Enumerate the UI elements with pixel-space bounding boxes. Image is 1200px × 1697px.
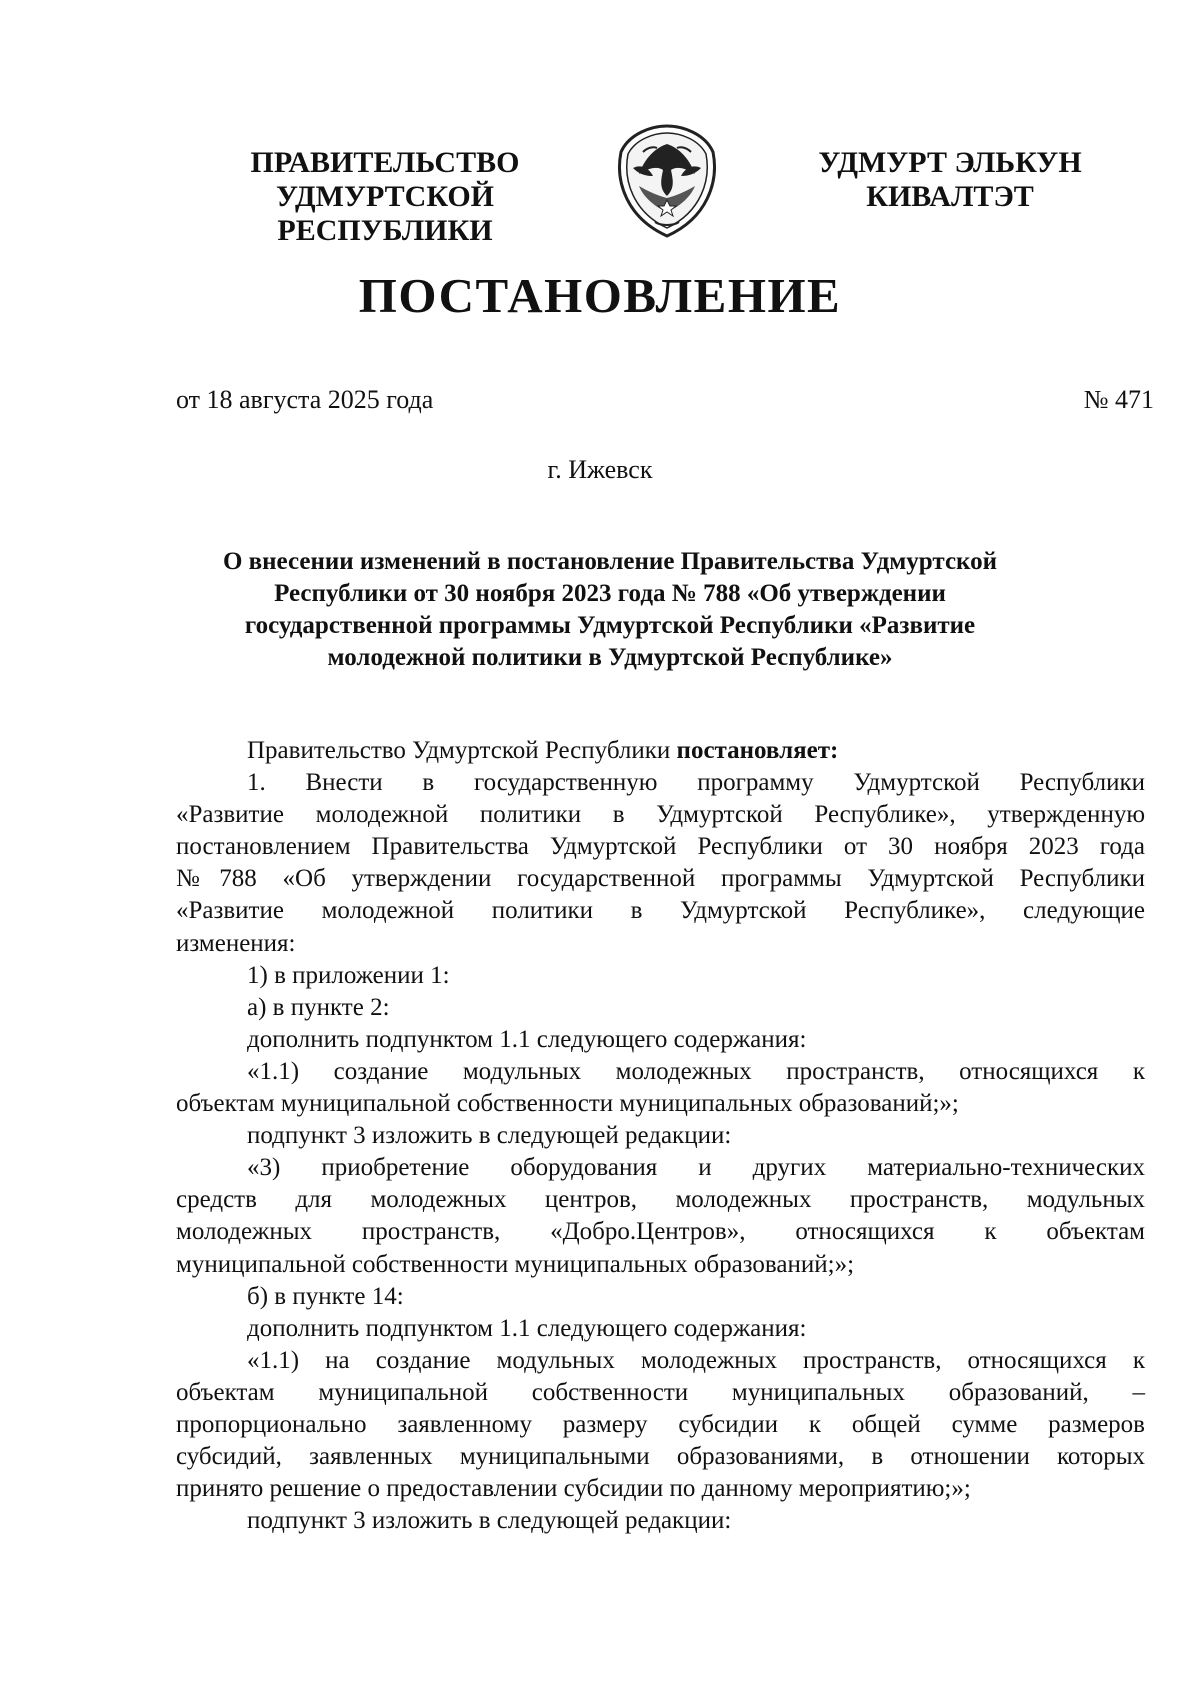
issuer-russian-line2: УДМУРТСКОЙ РЕСПУБЛИКИ — [276, 180, 494, 247]
quote-line: объектам муниципальной собственности муниципальных образований;»; — [176, 1090, 959, 1118]
intro-verb: постановляет: — [676, 737, 839, 764]
subject-line: Республики от 30 ноября 2023 года № 788 «Об утверждении — [274, 580, 946, 607]
quote-line: пропорционально заявленному размеру субсидии к общей сумме размеров — [176, 1410, 1145, 1438]
amendment-add-1-1: дополнить подпунктом 1.1 следующего содержания: — [247, 1025, 807, 1053]
item1-line: №788 «Об утверждении государственной программы Удмуртской Республики — [176, 865, 1145, 893]
quote-line: объектам муниципальной собственности муниципальных образований, – — [176, 1378, 1145, 1406]
amendment-sub3: подпункт 3 изложить в следующей редакции: — [247, 1507, 732, 1535]
subject-line: молодежной политики в Удмуртской Республике» — [327, 644, 893, 671]
amendment-add-1-1: дополнить подпунктом 1.1 следующего содержания: — [247, 1314, 807, 1342]
item1-line: «Развитие молодежной политики в Удмуртской Республике», утвержденную — [176, 801, 1145, 829]
subitem-b: б) в пункте 14: — [247, 1282, 404, 1310]
subject-line: государственной программы Удмуртской Республики «Развитие — [244, 612, 976, 639]
item1-line: «Развитие молодежной политики в Удмуртской Республике», следующие — [176, 897, 1145, 925]
quote-line: субсидий, заявленных муниципальными образованиями, в отношении которых — [176, 1443, 1145, 1471]
document-date: от 18 августа 2025 года — [176, 385, 434, 414]
item1-line: изменения: — [176, 929, 296, 957]
issuer-russian — [170, 146, 600, 248]
amendment-sub3: подпункт 3 изложить в следующей редакции: — [247, 1122, 732, 1150]
quote-line: «3) приобретение оборудования и других материально-технических — [247, 1154, 1145, 1182]
issuer-udmurt-line1: УДМУРТ ЭЛЬКУН — [818, 146, 1082, 179]
item1-line: 1. Внести в государственную программу Удмуртской Республики — [247, 769, 1145, 797]
quote-line: «1.1) на создание модульных молодежных пространств, относящихся к — [247, 1346, 1145, 1374]
item1-line: постановлением Правительства Удмуртской Республики от 30 ноября 2023 года — [176, 833, 1145, 861]
issuer-russian-line1: ПРАВИТЕЛЬСТВО — [250, 146, 520, 179]
quote-line: молодежных пространств, «Добро.Центров», относящихся к объектам — [176, 1218, 1145, 1246]
quote-line: средств для молодежных центров, молодежных пространств, модульных — [176, 1186, 1145, 1214]
document-body — [176, 735, 1145, 1537]
quote-line: принято решение о предоставлении субсидии по данному мероприятию;»; — [176, 1475, 971, 1503]
document-subject — [185, 546, 1035, 674]
coat-of-arms-icon — [615, 122, 719, 240]
subject-line: О внесении изменений в постановление Правительства Удмуртской — [222, 548, 998, 575]
document-type-title: ПОСТАНОВЛЕНИЕ — [358, 268, 842, 323]
issuer-udmurt — [800, 146, 1100, 214]
intro-paragraph — [176, 735, 1145, 767]
issuer-udmurt-line2: КИВАЛТЭТ — [866, 180, 1034, 213]
subitem-1: 1) в приложении 1: — [247, 961, 450, 989]
document-city: г. Ижевск — [547, 455, 653, 484]
quote-line: муниципальной собственности муниципальных образований;»; — [176, 1250, 855, 1278]
document-number: № 471 — [1083, 385, 1154, 414]
subitem-a: а) в пункте 2: — [247, 993, 390, 1021]
quote-line: «1.1) создание модульных молодежных пространств, относящихся к — [247, 1057, 1145, 1085]
intro-text: Правительство Удмуртской Республики — [247, 737, 677, 764]
